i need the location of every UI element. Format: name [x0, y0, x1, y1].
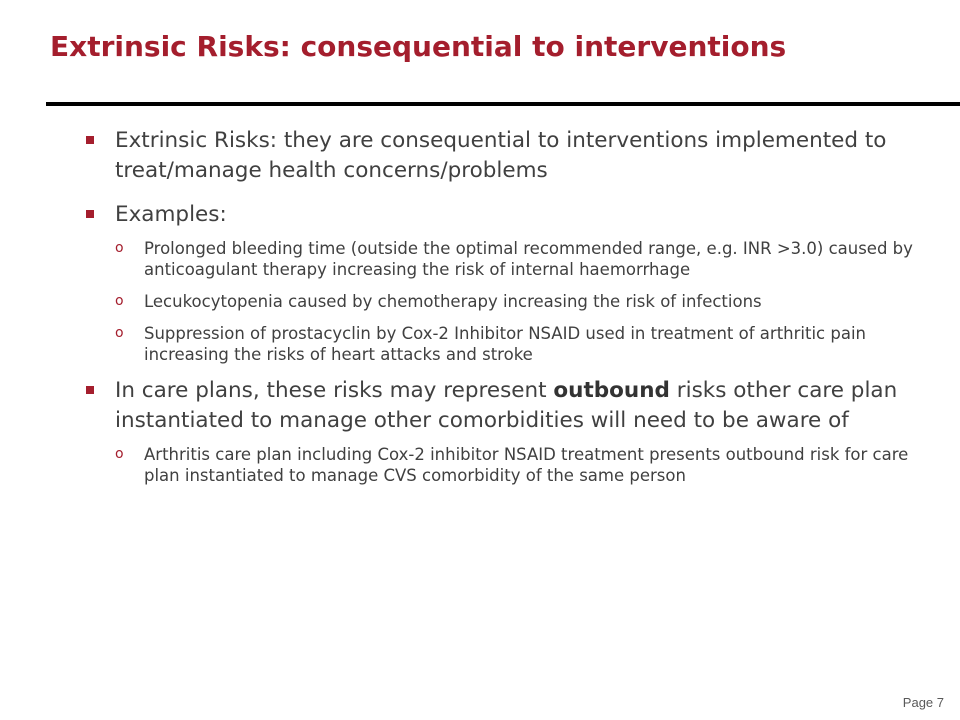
square-bullet-icon	[86, 210, 94, 218]
sub-bullet-text: Arthritis care plan including Cox-2 inhibitor NSAID treatment presents outbound risk for care plan instantiated to manage CVS comorbidity of the same person	[144, 445, 909, 485]
bullet-text-part: risks other care plan instantiated to manage other comorbidities will need to be aware of	[115, 378, 898, 433]
bullet-emphasis: outbound	[553, 378, 670, 403]
bullet-examples	[86, 200, 926, 230]
circle-bullet-icon: o	[115, 446, 124, 462]
slide-body	[86, 126, 926, 497]
square-bullet-icon	[86, 136, 94, 144]
circle-bullet-icon: o	[115, 293, 124, 309]
bullet-text: Examples:	[115, 202, 227, 227]
sub-bullet-arthritis-care-plan	[115, 444, 926, 486]
circle-bullet-icon: o	[115, 325, 124, 341]
sub-bullet-text: Suppression of prostacyclin by Cox-2 Inhibitor NSAID used in treatment of arthritic pain increasing the risks of heart attacks and stroke	[144, 324, 866, 364]
bullet-text: Extrinsic Risks: they are consequential to interventions implemented to treat/manage health concerns/problems	[115, 128, 887, 183]
bullet-care-plans-outbound	[86, 376, 926, 436]
sub-bullet-leukocytopenia	[115, 291, 926, 312]
sub-bullet-bleeding-time	[115, 238, 926, 280]
sub-bullet-text: Lecukocytopenia caused by chemotherapy increasing the risk of infections	[144, 292, 762, 311]
bullet-extrinsic-risks-definition	[86, 126, 926, 186]
square-bullet-icon	[86, 386, 94, 394]
sub-bullet-prostacyclin	[115, 323, 926, 365]
slide-title: Extrinsic Risks: consequential to interventions	[50, 30, 787, 63]
sub-bullet-text: Prolonged bleeding time (outside the optimal recommended range, e.g. INR >3.0) caused by anticoagulant therapy increasing the risk of internal haemorrhage	[144, 239, 913, 279]
page-number: Page 7	[902, 695, 944, 710]
title-underline-rule	[46, 102, 960, 106]
bullet-text-part: In care plans, these risks may represent	[115, 378, 554, 403]
circle-bullet-icon: o	[115, 240, 124, 256]
